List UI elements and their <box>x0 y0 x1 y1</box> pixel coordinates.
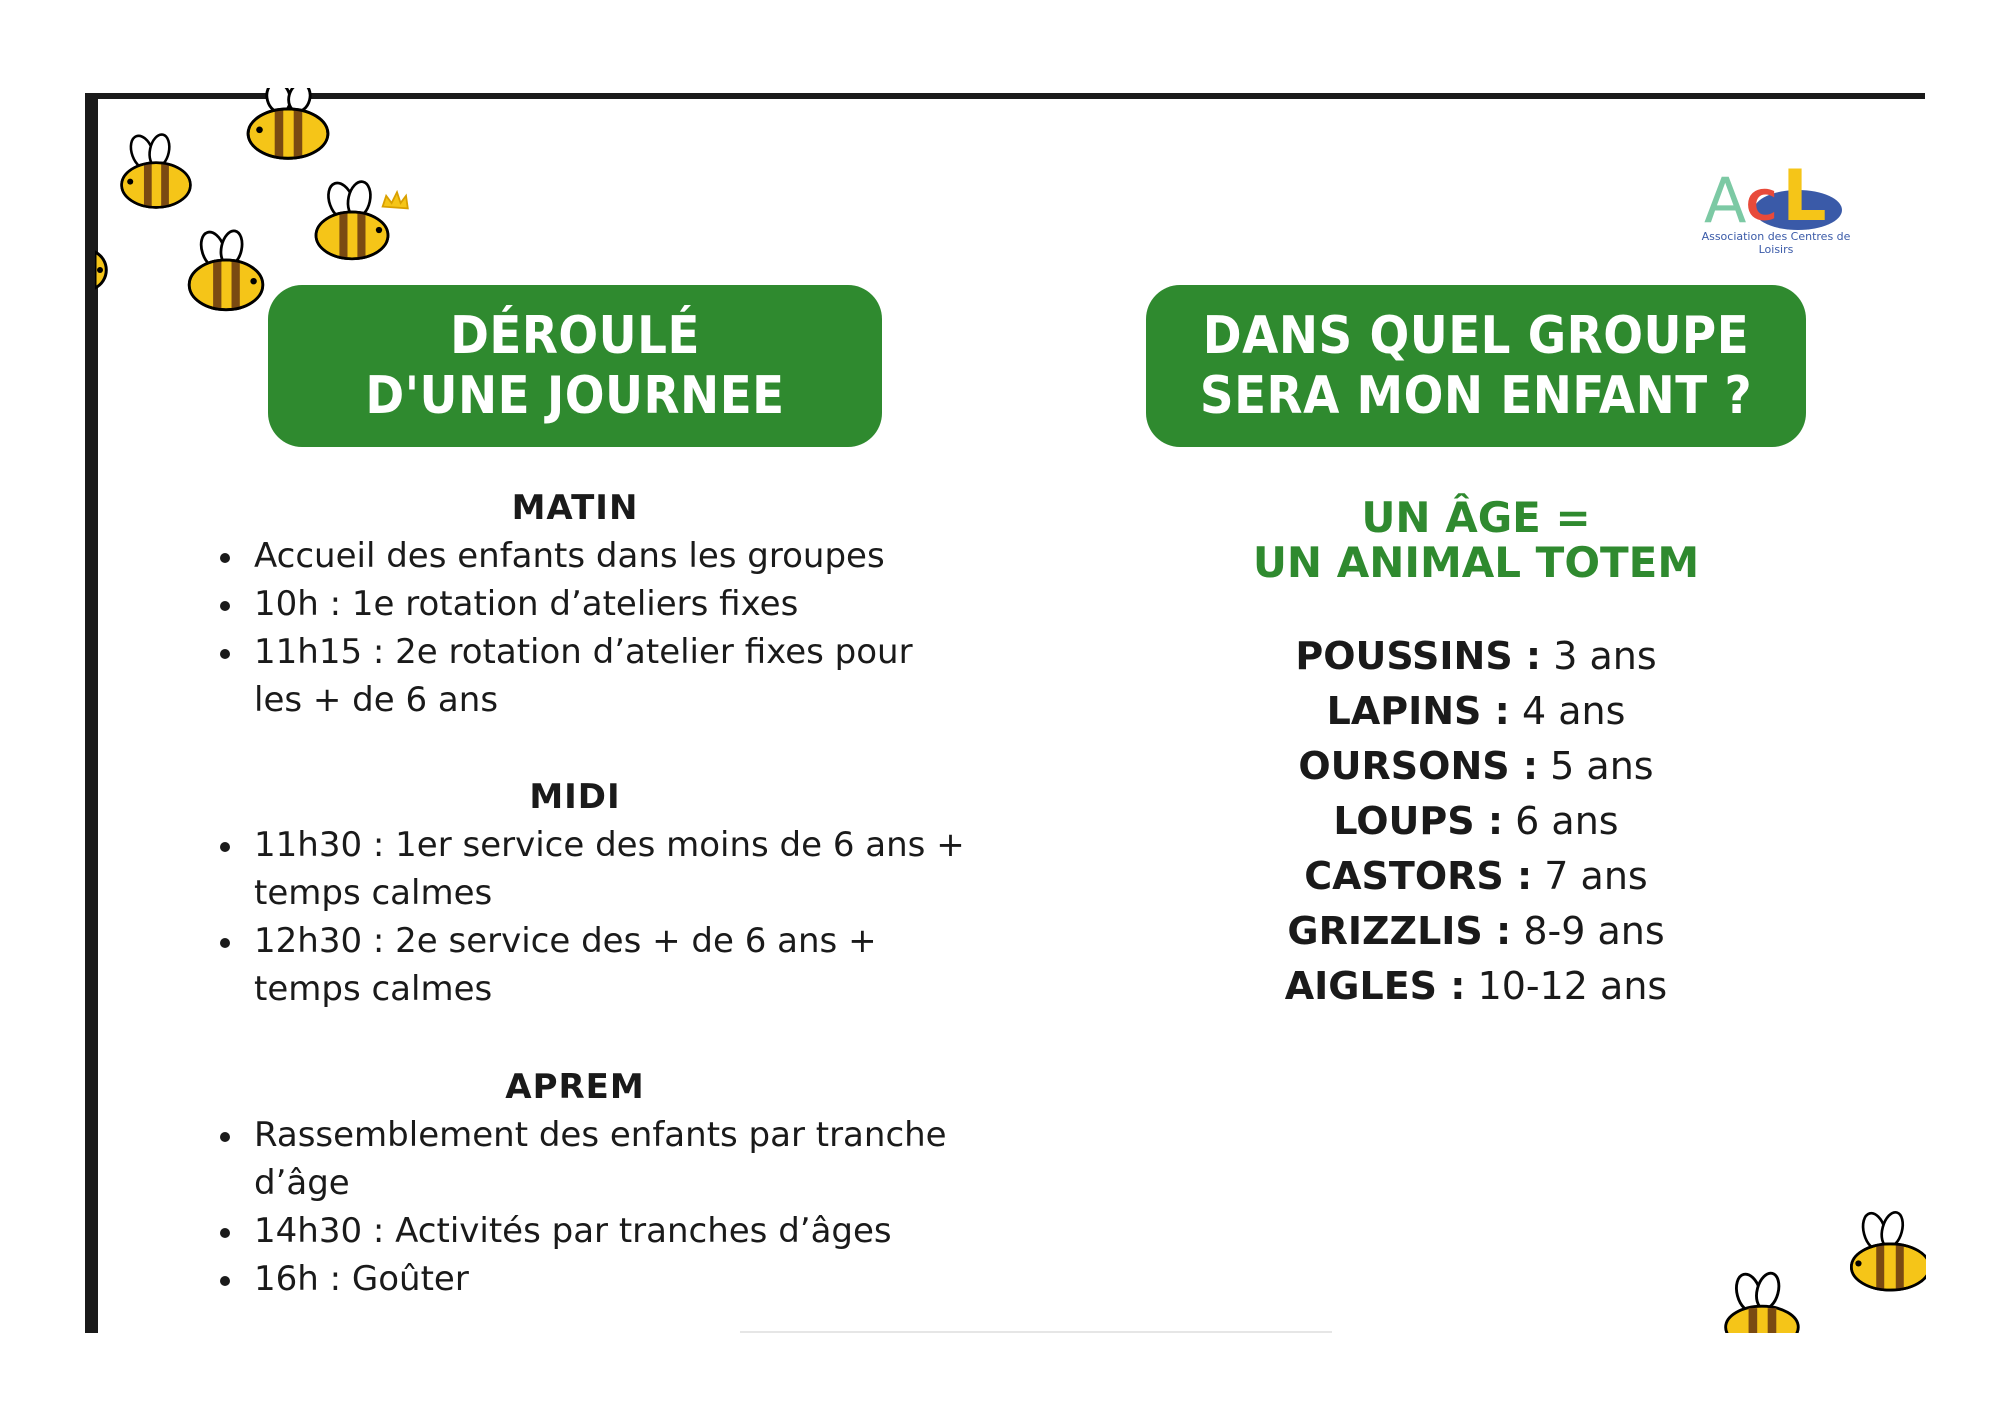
bee-icon <box>95 248 115 292</box>
list-item: 12h30 : 2e service des + de 6 ans + temps calmes <box>216 917 966 1013</box>
group-row <box>1146 849 1806 904</box>
bee-icon <box>240 88 336 164</box>
list-item: Rassemblement des enfants par tranche d’âge <box>216 1111 966 1207</box>
list-item: 16h : Goûter <box>216 1255 966 1303</box>
groups-header <box>1146 285 1806 447</box>
group-age: 6 ans <box>1515 799 1619 843</box>
matin-list <box>216 532 966 724</box>
logo-subtitle: Association des Centres de Loisirs <box>1701 230 1851 256</box>
group-row <box>1146 794 1806 849</box>
group-name: POUSSINS : <box>1295 634 1542 678</box>
group-name: LOUPS : <box>1333 799 1504 843</box>
list-item: 11h30 : 1er service des moins de 6 ans + temps calmes <box>216 821 966 917</box>
section-heading-aprem: APREM <box>505 1067 645 1107</box>
group-name: CASTORS : <box>1304 854 1533 898</box>
logo-letter-l: L <box>1782 155 1827 237</box>
logo-letter-c: C <box>1746 181 1777 230</box>
list-item: 10h : 1e rotation d’ateliers fixes <box>216 580 966 628</box>
group-row <box>1146 739 1806 794</box>
age-groups-list <box>1146 629 1806 1014</box>
group-name: OURSONS : <box>1298 744 1539 788</box>
queen-bee-icon <box>305 176 417 266</box>
midi-list <box>216 821 966 1013</box>
group-row <box>1146 959 1806 1014</box>
group-age: 10-12 ans <box>1477 964 1668 1008</box>
group-age: 4 ans <box>1521 689 1626 733</box>
logo-letter-a: A <box>1704 164 1747 237</box>
bee-icon <box>1718 1268 1804 1333</box>
section-heading-midi: MIDI <box>529 777 621 817</box>
schedule-header <box>268 285 882 447</box>
list-item: 14h30 : Activités par tranches d’âges <box>216 1207 966 1255</box>
schedule-title-line2: D'UNE JOURNEE <box>365 366 785 426</box>
group-row <box>1146 684 1806 739</box>
list-item: Accueil des enfants dans les groupes <box>216 532 966 580</box>
group-age: 3 ans <box>1553 634 1657 678</box>
section-heading-matin: MATIN <box>511 488 639 528</box>
frame-bottom-divider <box>740 1331 1332 1333</box>
bee-icon <box>1846 1205 1926 1297</box>
group-age: 5 ans <box>1550 744 1654 788</box>
group-name: LAPINS : <box>1326 689 1510 733</box>
group-age: 7 ans <box>1544 854 1648 898</box>
totem-subtitle-line2: UN ANIMAL TOTEM <box>1252 538 1700 587</box>
group-row <box>1146 629 1806 684</box>
list-item: 11h15 : 2e rotation d’atelier fixes pour les + de 6 ans <box>216 628 966 724</box>
bee-icon <box>180 226 272 318</box>
aprem-list <box>216 1111 966 1303</box>
totem-subtitle-line1: UN ÂGE = <box>1361 493 1591 542</box>
frame-top-border <box>85 93 1925 99</box>
group-age: 8-9 ans <box>1523 909 1665 953</box>
groups-title-line1: DANS QUEL GROUPE <box>1202 306 1750 366</box>
group-name: AIGLES : <box>1284 964 1466 1008</box>
group-row <box>1146 904 1806 959</box>
schedule-title-line1: DÉROULÉ <box>450 306 700 366</box>
groups-title-line2: SERA MON ENFANT ? <box>1199 366 1753 426</box>
group-name: GRIZZLIS : <box>1287 909 1512 953</box>
bee-icon <box>112 130 200 216</box>
